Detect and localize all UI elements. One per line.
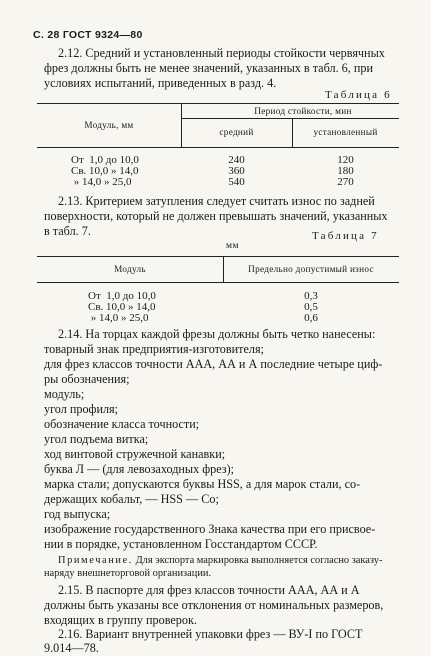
p214-line-5: модуль; — [44, 387, 85, 401]
table6-top-rule — [37, 103, 399, 104]
note-label: Примечание. — [58, 555, 133, 566]
table6-row-1-set: 120 — [337, 154, 354, 166]
p215-line-1: 2.15. В паспорте для фрез классов точности ААА, АА и А — [58, 583, 360, 597]
table6-col-module: Модуль, мм — [84, 120, 134, 130]
p213-line-1: 2.13. Критерием затупления следует считать износ по задней — [58, 194, 375, 208]
table7-row-1-wear: 0,3 — [304, 290, 318, 302]
p215-line-2: должны быть указаны все отклонения от номинальных размеров, — [44, 598, 384, 612]
p214-line-4: ры обозначения; — [44, 372, 130, 386]
table7-col-module: Модуль — [114, 264, 146, 274]
p214-line-1: 2.14. На торцах каждой фрезы должны быть четко нанесены: — [58, 327, 376, 341]
p214-line-12: держащих кобальт, — HSS — Со; — [44, 492, 219, 506]
note-text: Для экспорта маркировка выполняется согласно заказу- — [135, 555, 383, 566]
table6-header-rule — [37, 147, 399, 148]
table7-row-1-range: От 1,0 до 10,0 — [88, 290, 156, 302]
table6-col-period: Период стойкости, мин — [254, 106, 352, 116]
table7-top-rule — [37, 256, 399, 257]
table6-row-2-set: 180 — [337, 165, 354, 177]
table7-row-2-wear: 0,5 — [304, 301, 318, 313]
p214-line-8: угол подъема витка; — [44, 432, 149, 446]
p214-line-6: угол профиля; — [44, 402, 119, 416]
p212-line-3: условиях испытаний, приведенных в разд. 4. — [44, 76, 277, 90]
p213-line-3: в табл. 7. — [44, 224, 91, 238]
table7-unit: мм — [226, 241, 240, 251]
p213-line-2: поверхности, который не должен превышать значений, указанных — [44, 209, 388, 223]
note-line-2: наряду внешнеторговой организации. — [44, 568, 212, 579]
table6-row-3-avg: 540 — [228, 176, 245, 188]
p215-line-3: входящих в группу проверок. — [44, 613, 197, 627]
p214-line-7: обозначение класса точности; — [44, 417, 200, 431]
p214-line-2: товарный знак предприятия-изготовителя; — [44, 342, 264, 356]
p214-line-3: для фрез классов точности ААА, АА и А последние четыре циф- — [44, 357, 383, 371]
p214-line-14: изображение государственного Знака качества при его присвое- — [44, 522, 376, 536]
table7-caption: Таблица 7 — [312, 230, 379, 242]
table6-col-avg: средний — [219, 127, 254, 137]
table7-col-wear: Предельно допустимый износ — [248, 264, 374, 274]
table6-row-3-set: 270 — [337, 176, 354, 188]
table6-row-1-avg: 240 — [228, 154, 245, 166]
table6-row-3-range: » 14,0 » 25,0 — [71, 176, 132, 188]
p214-line-9: ход винтовой стружечной канавки; — [44, 447, 226, 461]
table6-row-1-range: От 1,0 до 10,0 — [71, 154, 139, 166]
table7-header-rule — [37, 282, 399, 283]
p214-line-10: буква Л — (для левозаходных фрез); — [44, 462, 235, 476]
note-line-1 — [58, 554, 382, 567]
p212-line-1: 2.12. Средний и установленный периоды стойкости червячных — [58, 46, 385, 60]
table6-caption: Таблица 6 — [325, 89, 392, 101]
p214-line-11: марка стали; допускаются буквы HSS, а для марок стали, со- — [44, 477, 361, 491]
table7-row-3-wear: 0,6 — [304, 312, 318, 324]
p214-line-13: год выпуска; — [44, 507, 111, 521]
p216-line-2: 9.014—78. — [44, 641, 99, 655]
table6-col-set: установленный — [313, 127, 378, 137]
table7-row-2-range: Св. 10,0 » 14,0 — [88, 301, 156, 313]
p216-line-1: 2.16. Вариант внутренней упаковки фрез — ВУ-I по ГОСТ — [58, 627, 363, 641]
table6-row-2-avg: 360 — [228, 165, 245, 177]
table7-row-3-range: » 14,0 » 25,0 — [88, 312, 149, 324]
p214-line-15: нии в порядке, установленном Госстандартом СССР. — [44, 537, 318, 551]
table6-sub-rule — [181, 118, 399, 119]
table6-vrule-1 — [181, 103, 182, 147]
p212-line-2: фрез должны быть не менее значений, указанных в табл. 6, при — [44, 61, 373, 75]
page-header: С. 28 ГОСТ 9324—80 — [33, 29, 143, 41]
table6-row-2-range: Св. 10,0 » 14,0 — [71, 165, 139, 177]
